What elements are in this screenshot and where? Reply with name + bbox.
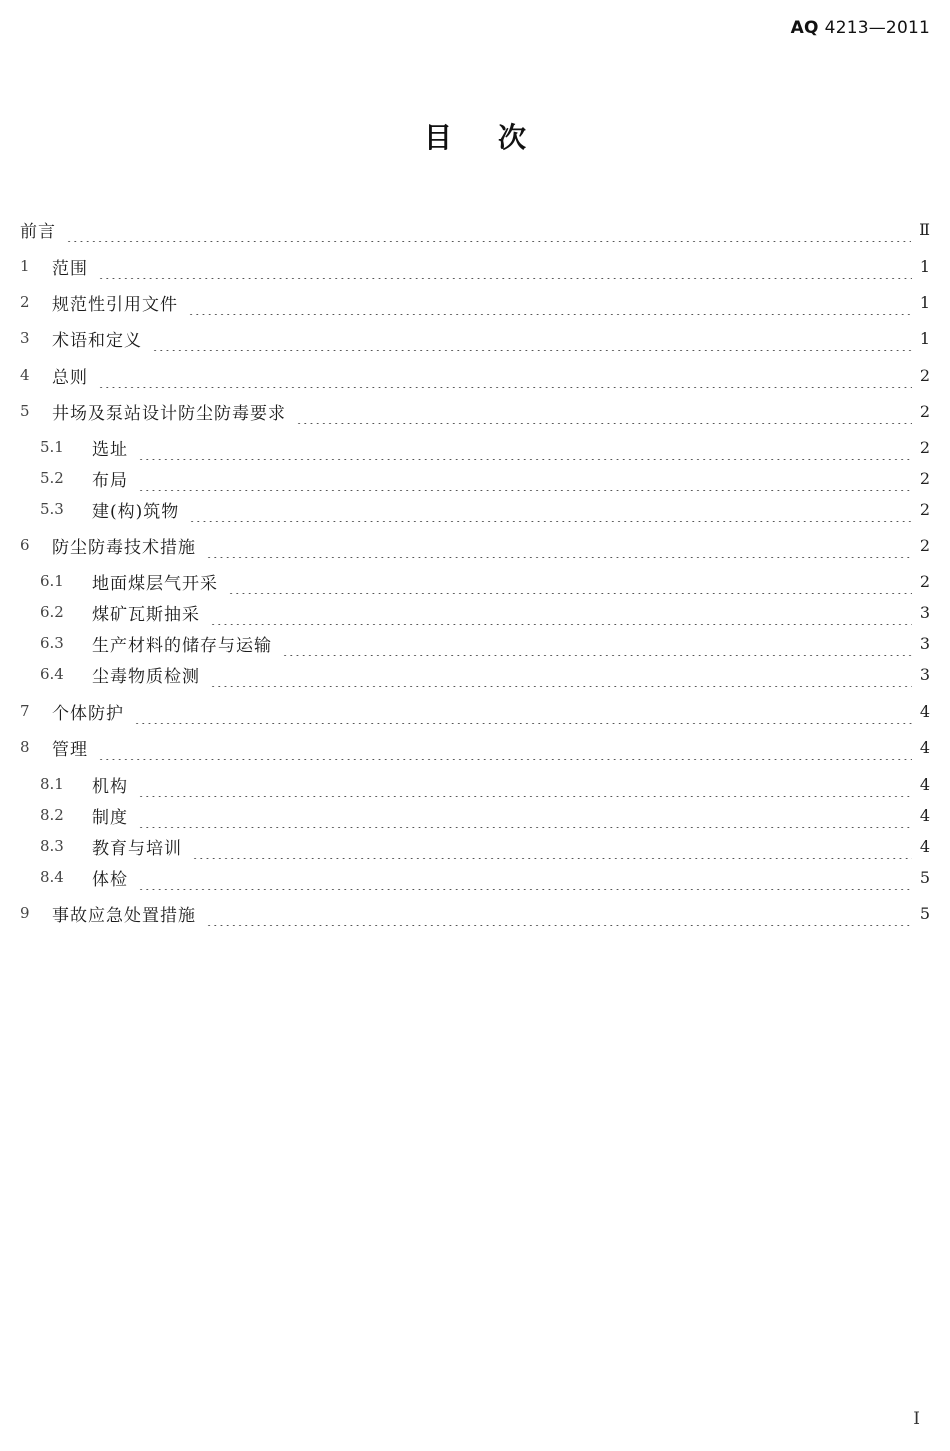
toc-dot-leader: [188, 289, 912, 315]
toc-dot-leader: [138, 771, 912, 797]
toc-entry[interactable]: [40, 661, 930, 687]
toc-entry[interactable]: [20, 734, 930, 760]
toc-entry[interactable]: [40, 833, 930, 859]
toc-entry-page: 3: [919, 602, 930, 622]
toc-entry-page: 4: [919, 737, 930, 757]
toc-entry-page: 2: [919, 535, 930, 555]
toc-entry-title: 规范性引用文件: [52, 294, 178, 315]
toc-entry-title: 井场及泵站设计防尘防毒要求: [52, 403, 286, 424]
toc-dot-leader: [192, 833, 912, 859]
toc-entry[interactable]: [40, 802, 930, 828]
toc-dot-leader: [282, 630, 912, 656]
toc-entry-page: 2: [919, 468, 930, 488]
toc-entry-number: 9: [20, 904, 30, 922]
toc-entry-page: 4: [919, 774, 930, 794]
standard-code: [791, 18, 930, 38]
toc-entry[interactable]: [40, 434, 930, 460]
toc-entry-title: 布局: [92, 470, 128, 491]
toc-entry-title: 教育与培训: [92, 838, 182, 859]
toc-entry[interactable]: [20, 325, 930, 351]
toc-entry-page: 4: [919, 836, 930, 856]
toc-dot-leader: [206, 900, 912, 926]
toc-entry-title: 机构: [92, 776, 128, 797]
toc-entry-page: 1: [919, 256, 930, 276]
toc-dot-leader: [66, 216, 911, 242]
toc-entry[interactable]: [20, 253, 930, 279]
toc-entry-page: 5: [919, 903, 930, 923]
toc-entry-title: 建(构)筑物: [92, 501, 180, 522]
toc-entry-title: 术语和定义: [52, 330, 142, 351]
toc-entry-number: 1: [20, 257, 30, 275]
toc-entry-title: 防尘防毒技术措施: [52, 537, 196, 558]
toc-dot-leader: [138, 465, 912, 491]
toc-entry-number: 4: [20, 366, 30, 384]
toc-dot-leader: [98, 734, 912, 760]
toc-dot-leader: [134, 698, 912, 724]
toc-entry-title: 前言: [20, 221, 56, 242]
page-number: I: [913, 1409, 920, 1429]
toc-entry[interactable]: [40, 864, 930, 890]
toc-dot-leader: [189, 496, 912, 522]
toc-entry-number: 8.4: [40, 868, 64, 886]
toc-entry[interactable]: [20, 289, 930, 315]
toc-entry-number: 8.1: [40, 775, 64, 793]
toc-entry-title: 事故应急处置措施: [52, 905, 196, 926]
toc-entry[interactable]: [20, 216, 930, 242]
toc-entry[interactable]: [20, 362, 930, 388]
toc-entry-page: 3: [919, 633, 930, 653]
toc-entry-title: 地面煤层气开采: [92, 573, 218, 594]
toc-dot-leader: [152, 325, 912, 351]
toc-entry[interactable]: [20, 900, 930, 926]
toc-entry-page: 5: [919, 867, 930, 887]
toc-entry-number: 5: [20, 402, 30, 420]
toc-dot-leader: [228, 568, 912, 594]
toc-entry-page: Ⅱ: [919, 219, 930, 239]
toc-entry-title: 总则: [52, 367, 88, 388]
toc-entry-page: 2: [919, 437, 930, 457]
toc-entry-title: 范围: [52, 258, 88, 279]
toc-entry-page: 2: [919, 571, 930, 591]
toc-entry-title: 选址: [92, 439, 128, 460]
toc-entry-title: 煤矿瓦斯抽采: [92, 604, 200, 625]
standard-number: 4213—2011: [824, 18, 930, 38]
toc-entry-title: 个体防护: [52, 703, 124, 724]
toc-entry-number: 5.1: [40, 438, 64, 456]
toc-dot-leader: [138, 864, 912, 890]
toc-entry-number: 8: [20, 738, 30, 756]
toc-entry-title: 制度: [92, 807, 128, 828]
toc-entry-title: 生产材料的储存与运输: [92, 635, 272, 656]
toc-entry[interactable]: [20, 398, 930, 424]
toc-entry-number: 5.2: [40, 469, 64, 487]
toc-entry-number: 6.2: [40, 603, 64, 621]
toc-entry[interactable]: [20, 698, 930, 724]
toc-entry-title: 管理: [52, 739, 88, 760]
toc-entry-page: 1: [919, 292, 930, 312]
toc-entry[interactable]: [40, 599, 930, 625]
toc-entry-page: 2: [919, 401, 930, 421]
toc-entry-number: 2: [20, 293, 30, 311]
toc-entry-number: 3: [20, 329, 30, 347]
toc-entry-page: 2: [919, 499, 930, 519]
toc-dot-leader: [98, 362, 912, 388]
toc-entry-number: 6: [20, 536, 30, 554]
standard-prefix: AQ: [790, 18, 819, 38]
toc-entry-page: 4: [919, 701, 930, 721]
toc-entry[interactable]: [20, 532, 930, 558]
toc-dot-leader: [98, 253, 912, 279]
toc-entry-title: 尘毒物质检测: [92, 666, 200, 687]
toc-dot-leader: [138, 434, 912, 460]
toc-dot-leader: [296, 398, 912, 424]
toc-entry-number: 6.3: [40, 634, 64, 652]
toc-entry-number: 5.3: [40, 500, 64, 518]
toc-entry-title: 体检: [92, 869, 128, 890]
toc-entry[interactable]: [40, 568, 930, 594]
page-title: 目次: [423, 121, 572, 154]
toc-entry-number: 7: [20, 702, 30, 720]
toc-entry-number: 8.2: [40, 806, 64, 824]
toc-entry-number: 8.3: [40, 837, 64, 855]
toc-dot-leader: [206, 532, 912, 558]
toc-dot-leader: [138, 802, 912, 828]
toc-entry-number: 6.4: [40, 665, 64, 683]
toc-entry-page: 1: [919, 328, 930, 348]
toc-entry[interactable]: [40, 771, 930, 797]
toc-dot-leader: [210, 599, 912, 625]
toc-entry-page: 3: [919, 664, 930, 684]
toc-entry-number: 6.1: [40, 572, 64, 590]
toc-dot-leader: [210, 661, 912, 687]
toc-entry[interactable]: [40, 630, 930, 656]
toc-entry-page: 4: [919, 805, 930, 825]
toc-entry[interactable]: [40, 465, 930, 491]
toc-entry[interactable]: [40, 496, 930, 522]
toc-entry-page: 2: [919, 365, 930, 385]
